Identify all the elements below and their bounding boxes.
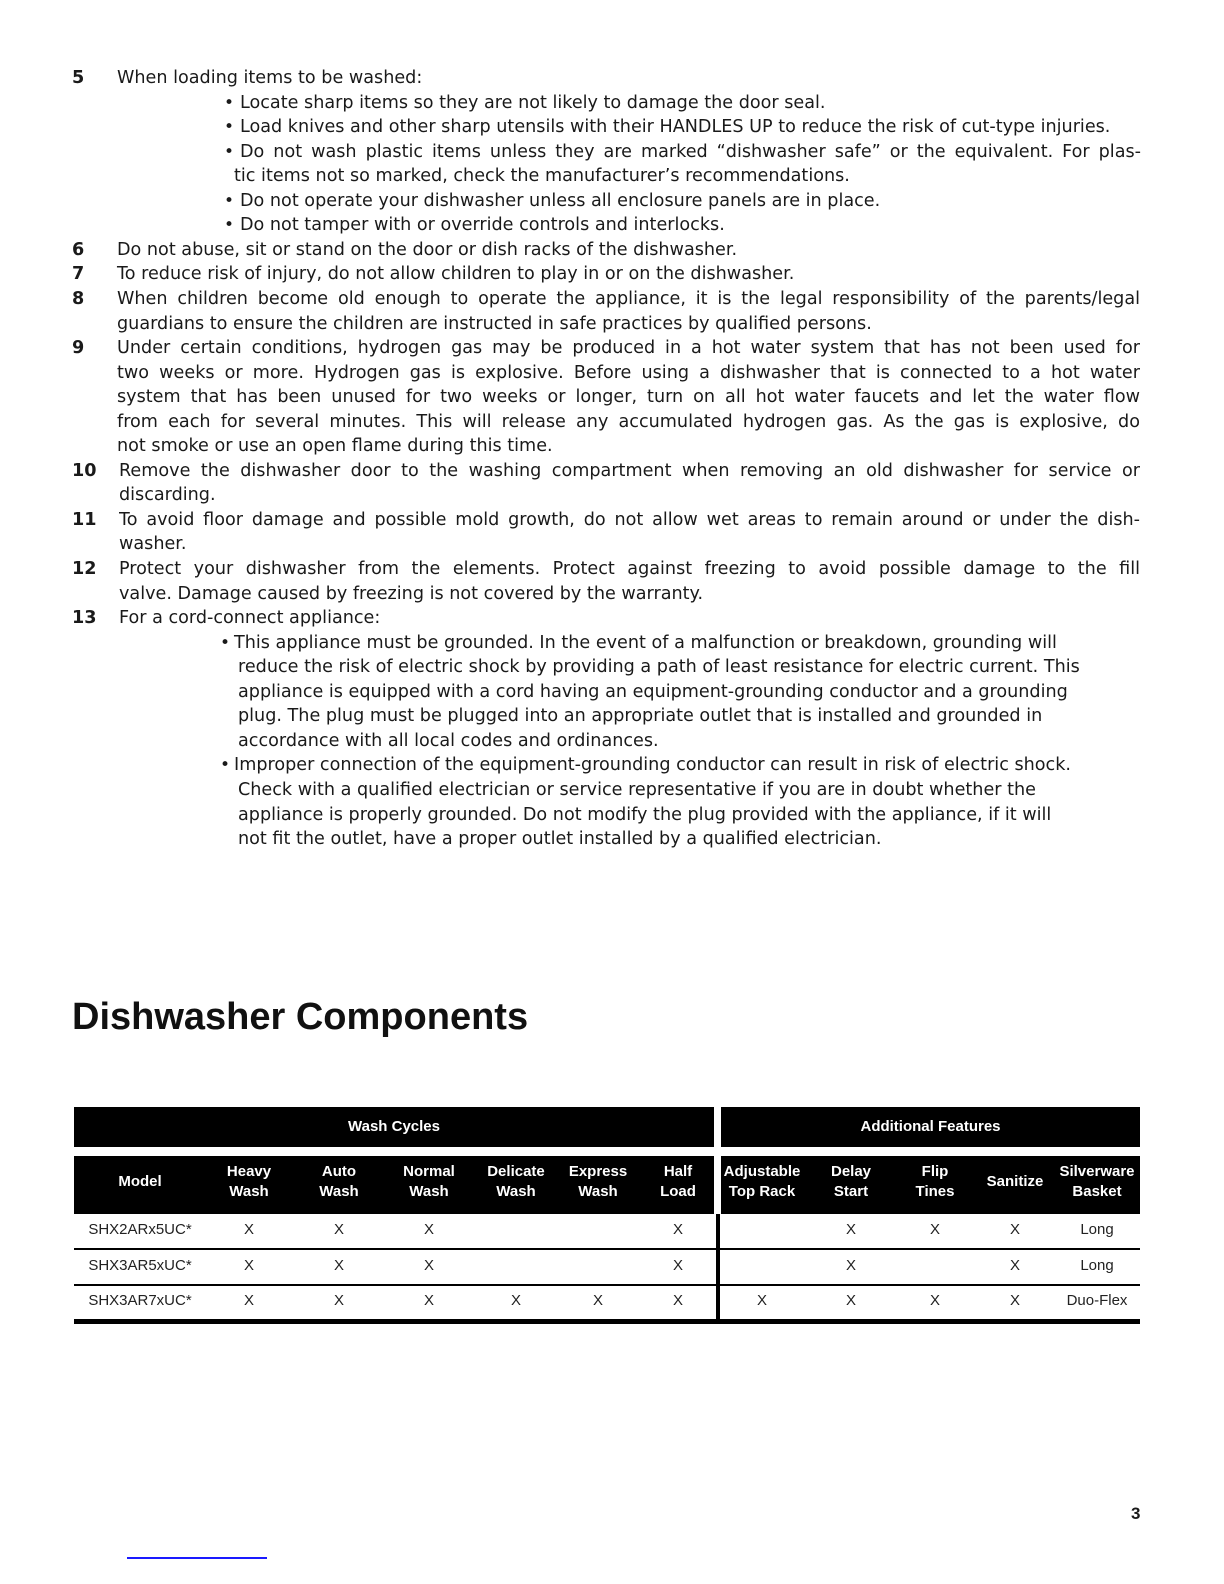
table-cell: X [592,1292,604,1309]
column-header [660,1162,696,1202]
item-number: 10 [72,460,97,481]
column-header-word: Adjustable [723,1163,801,1180]
bullet-icon: • [224,190,235,211]
model-cell: SHX3AR7xUC* [88,1292,192,1309]
column-header-word: Wash [496,1183,536,1200]
table-cell: X [845,1292,857,1309]
item-text-line: not smoke or use an open flame during this time. [117,436,553,457]
table-cell: X [510,1292,522,1309]
table-cell: X [333,1257,345,1274]
table-cell: X [243,1221,255,1238]
table-cell: X [423,1257,435,1274]
table-cell: X [243,1292,255,1309]
item-text-line: system that has been unused for two weeks or longer, turn on all hot water faucets and let the water flow [117,387,1140,408]
table-cell: X [845,1221,857,1238]
footer-link-line [127,1557,267,1559]
table-cell: Duo-Flex [1066,1292,1128,1309]
item-text-line: For a cord-connect appliance: [119,608,381,629]
bullet-text-line: appliance is equipped with a cord having an equipment-grounding conductor and a grounding [238,681,1068,702]
item-text-line: valve. Damage caused by freezing is not covered by the warranty. [119,583,704,604]
column-header-word: Sanitize [986,1173,1044,1190]
bullet-text-line: tic items not so marked, check the manufacturer’s recommendations. [234,166,850,187]
section-title: Dishwasher Components [72,996,529,1038]
item-text-line: washer. [119,534,187,555]
item-number: 13 [72,608,97,629]
item-text-line: from each for several minutes. This will release any accumulated hydrogen gas. As the gas is explosive, do [117,411,1140,432]
column-header-word: Normal [403,1163,455,1180]
item-text-line: When loading items to be washed: [117,68,423,88]
column-header [987,1172,1044,1192]
table-cell: X [423,1292,435,1309]
group-header-wash-cycles: Wash Cycles [74,1107,714,1147]
bullet-text-line: reduce the risk of electric shock by providing a path of least resistance for electric current. This [238,657,1080,678]
column-header [831,1162,871,1202]
model-cell: SHX2ARx5UC* [88,1221,192,1238]
item-number: 8 [72,288,85,309]
column-header-word: Delicate [487,1163,545,1180]
column-header [403,1162,455,1202]
bullet-text-line: This appliance must be grounded. In the event of a malfunction or breakdown, grounding will [234,632,1057,653]
table-cell: X [672,1292,684,1309]
item-text-line: Under certain conditions, hydrogen gas may be produced in a hot water system that has not been used for [117,338,1140,359]
table-cell: X [845,1257,857,1274]
column-header-word: Delay [830,1163,872,1180]
page-number: 3 [1131,1504,1141,1523]
bullet-icon: • [224,215,235,236]
bullet-text-line: Locate sharp items so they are not likely to damage the door seal. [240,92,826,113]
column-group-divider [716,1214,720,1320]
column-header [569,1162,627,1202]
table-cell: Long [1080,1221,1114,1238]
item-number: 12 [72,559,97,579]
item-number: 5 [72,68,85,88]
bullet-icon: • [220,755,231,776]
column-header-word: Half [663,1163,693,1180]
bullet-icon: • [220,632,231,653]
bullet-icon: • [224,92,235,113]
item-text-line: discarding. [119,485,216,506]
table-cell: X [333,1292,345,1309]
column-header-word: Silverware [1059,1163,1135,1180]
item-text-line: Remove the dishwasher door to the washing compartment when removing an old dishwasher for service or [119,460,1140,481]
row-divider [74,1248,1140,1250]
table-cell: X [756,1292,768,1309]
column-header-word: Wash [578,1183,618,1200]
column-header-word: Wash [229,1183,269,1200]
table-cell: X [333,1221,345,1238]
column-header [118,1172,161,1192]
table-cell: X [929,1292,941,1309]
column-header [487,1162,545,1202]
item-text-line: Do not abuse, sit or stand on the door or dish racks of the dishwasher. [117,239,738,260]
bullet-text-line: plug. The plug must be plugged into an appropriate outlet that is installed and grounded in [238,706,1043,727]
column-header [1059,1162,1134,1202]
column-header-word: Tines [915,1183,955,1200]
bullet-text-line: Do not wash plastic items unless they are marked “dishwasher safe” or the equivalent. For plas- [240,141,1141,162]
item-number: 6 [72,239,85,260]
item-text-line: When children become old enough to operate the appliance, it is the legal responsibility of the parents/legal [117,288,1140,309]
column-header-word: Express [568,1163,628,1180]
item-number: 9 [72,338,85,359]
column-header-word: Basket [1072,1183,1122,1200]
column-header-word: Top Rack [728,1183,796,1200]
column-header [227,1162,271,1202]
bullet-icon: • [224,141,235,162]
column-header-word: Flip [921,1163,949,1180]
table-cell: X [1009,1221,1021,1238]
column-header [916,1162,955,1202]
bullet-text-line: Do not operate your dishwasher unless all enclosure panels are in place. [240,190,881,211]
column-header [724,1162,801,1202]
column-header [319,1162,358,1202]
column-header-word: Wash [319,1183,359,1200]
table-cell: X [1009,1257,1021,1274]
bullet-text-line: Check with a qualified electrician or service representative if you are in doubt whether the [238,779,1036,800]
item-number: 11 [72,509,97,530]
table-cell: X [672,1221,684,1238]
group-header-additional-features: Additional Features [721,1107,1140,1147]
row-divider [74,1284,1140,1286]
model-cell: SHX3AR5xUC* [88,1257,192,1274]
bullet-text-line: not fit the outlet, have a proper outlet installed by a qualified electrician. [238,829,882,850]
bullet-text-line: Improper connection of the equipment-grounding conductor can result in risk of electric shock. [234,755,1071,776]
column-header-word: Auto [321,1163,357,1180]
column-header-word: Start [833,1183,869,1200]
bullet-text-line: accordance with all local codes and ordinances. [238,730,659,751]
table-bottom-rule [74,1319,1140,1324]
bullet-text-line: Do not tamper with or override controls and interlocks. [240,215,725,236]
table-cell: X [672,1257,684,1274]
item-text-line: To avoid floor damage and possible mold growth, do not allow wet areas to remain around or under the dish- [119,509,1140,530]
item-text-line: two weeks or more. Hydrogen gas is explosive. Before using a dishwasher that is connected to a hot water [117,362,1140,383]
table-cell: Long [1080,1257,1114,1274]
item-text-line: Protect your dishwasher from the elements. Protect against freezing to avoid possible damage to the fill [119,559,1140,579]
item-number: 7 [72,264,85,285]
table-cell: X [243,1257,255,1274]
column-header-word: Heavy [226,1163,272,1180]
column-header-word: Model [118,1173,162,1190]
table-cell: X [1009,1292,1021,1309]
column-header-word: Load [660,1183,696,1200]
item-text-line: guardians to ensure the children are instructed in safe practices by qualified persons. [117,313,872,334]
bullet-text-line: appliance is properly grounded. Do not modify the plug provided with the appliance, if it will [238,804,1052,825]
table-cell: X [423,1221,435,1238]
item-text-line: To reduce risk of injury, do not allow children to play in or on the dishwasher. [117,264,795,285]
bullet-text-line: Load knives and other sharp utensils with their HANDLES UP to reduce the risk of cut-type injuries. [240,117,1111,138]
table-cell: X [929,1221,941,1238]
column-header-word: Wash [409,1183,449,1200]
bullet-icon: • [224,117,235,138]
